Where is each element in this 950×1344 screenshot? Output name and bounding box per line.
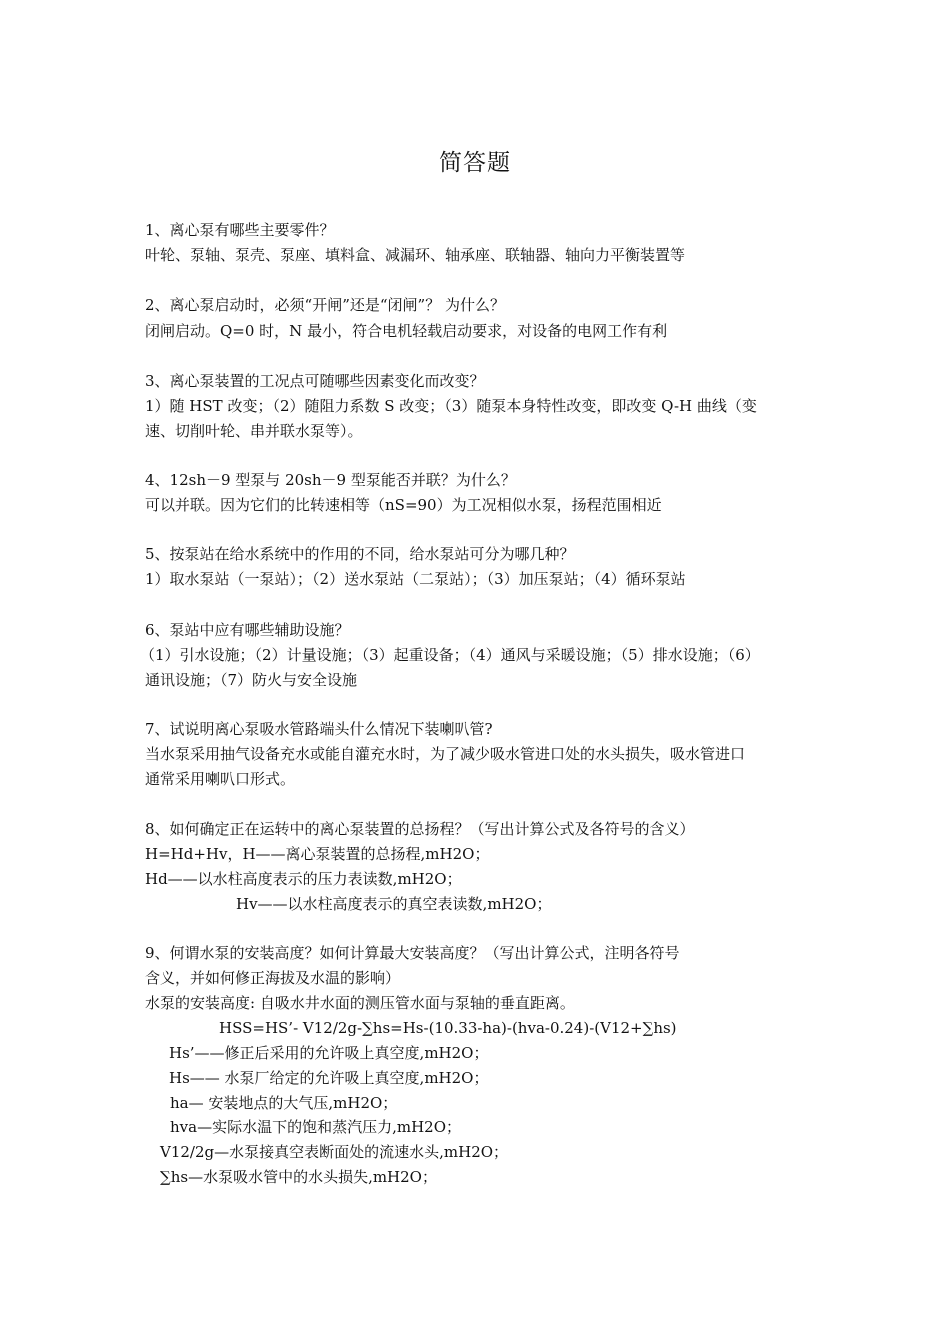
answer-6-line-2: 通讯设施；（7）防火与安全设施 (145, 671, 358, 689)
question-8: 8、如何确定正在运转中的离心泵装置的总扬程？（写出计算公式及各符号的含义） (145, 820, 695, 838)
answer-9-formula: HSS=HS’- V12/2g-∑hs=Hs-(10.33-ha)-(hva-0.24)-(V12+∑hs) (219, 1019, 677, 1037)
question-9-line-2: 含义，并如何修正海拔及水温的影响） (145, 969, 401, 987)
question-4: 4、12sh－9 型泵与 20sh－9 型泵能否并联？为什么？ (145, 471, 516, 489)
answer-9-definition: 水泵的安装高度: 自吸水井水面的测压管水面与泵轴的垂直距离。 (145, 994, 575, 1012)
answer-1: 叶轮、泵轴、泵壳、泵座、填料盒、减漏环、轴承座、联轴器、轴向力平衡装置等 (145, 246, 686, 264)
answer-3-line-2: 速、切削叶轮、串并联水泵等）。 (145, 422, 363, 440)
symbol-hva: hva—实际水温下的饱和蒸汽压力,mH2O； (170, 1118, 461, 1136)
answer-8-line-3: Hv——以水柱高度表示的真空表读数,mH2O； (236, 895, 552, 913)
question-3: 3、离心泵装置的工况点可随哪些因素变化而改变？ (145, 372, 485, 390)
symbol-v12-2g: V12/2g—水泵接真空表断面处的流速水头,mH2O； (160, 1143, 509, 1161)
question-6: 6、泵站中应有哪些辅助设施？ (145, 621, 350, 639)
answer-2: 闭闸启动。Q=0 时，N 最小，符合电机轻载启动要求，对设备的电网工作有利 (145, 322, 668, 340)
answer-7-line-2: 通常采用喇叭口形式。 (145, 770, 296, 788)
question-1: 1、离心泵有哪些主要零件？ (145, 221, 335, 239)
answer-7-line-1: 当水泵采用抽气设备充水或能自灌充水时，为了减少吸水管进口处的水头损失，吸水管进口 (145, 745, 746, 763)
question-7: 7、试说明离心泵吸水管路端头什么情况下装喇叭管? (145, 720, 493, 738)
page-title: 简答题 (439, 150, 511, 176)
symbol-sum-hs: ∑hs—水泵吸水管中的水头损失,mH2O； (160, 1168, 437, 1186)
question-5: 5、按泵站在给水系统中的作用的不同，给水泵站可分为哪几种？ (145, 545, 575, 563)
answer-6-line-1: （1）引水设施；（2）计量设施；（3）起重设备；（4）通风与采暖设施；（5）排水设施；（6） (140, 646, 760, 664)
answer-8-line-2: Hd——以水柱高度表示的压力表读数,mH2O； (145, 870, 462, 888)
question-9-line-1: 9、何谓水泵的安装高度？如何计算最大安装高度？（写出计算公式，注明各符号 (145, 944, 680, 962)
answer-8-line-1: H=Hd+Hv，H——离心泵装置的总扬程,mH2O； (145, 845, 490, 863)
symbol-hs: Hs—— 水泵厂给定的允许吸上真空度,mH2O； (169, 1069, 489, 1087)
answer-5: 1）取水泵站（一泵站）；（2）送水泵站（二泵站）；（3）加压泵站；（4）循环泵站 (145, 570, 686, 588)
symbol-hs-prime: Hs’——修正后采用的允许吸上真空度,mH2O； (169, 1044, 489, 1062)
question-2: 2、离心泵启动时，必须“开闸”还是“闭闸”？ 为什么？ (145, 296, 505, 314)
answer-4: 可以并联。因为它们的比转速相等（nS=90）为工况相似水泵，扬程范围相近 (145, 496, 662, 514)
symbol-ha: ha— 安装地点的大气压,mH2O； (170, 1094, 398, 1112)
answer-3-line-1: 1）随 HST 改变；（2）随阻力系数 S 改变；（3）随泵本身特性改变，即改变 Q-H 曲线（变 (145, 397, 757, 415)
